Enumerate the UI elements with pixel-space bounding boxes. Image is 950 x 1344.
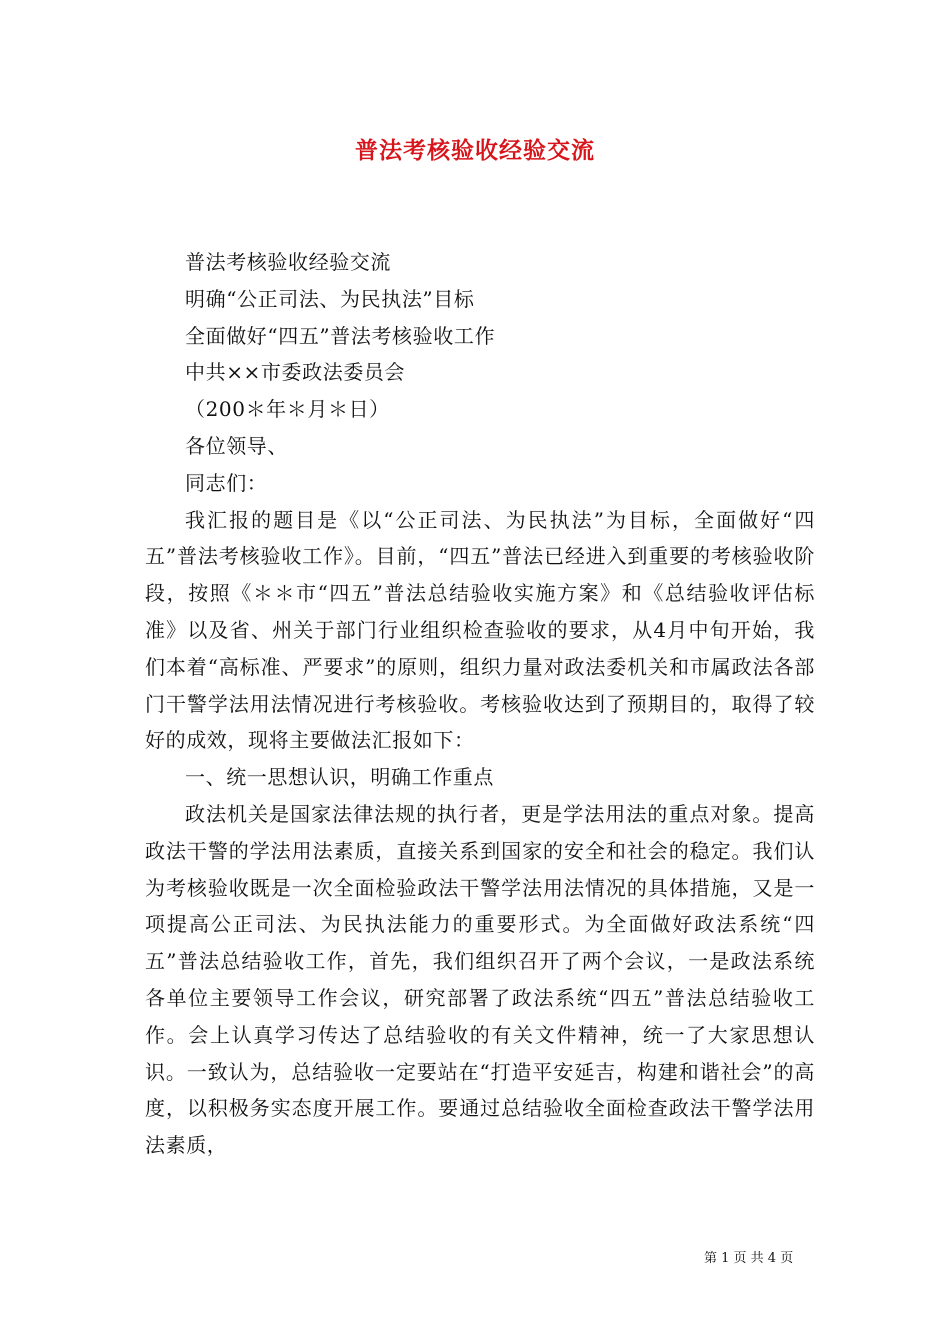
page-footer: 第 1 页 共 4 页: [704, 1251, 794, 1266]
header-line: 中共××市委政法委员会: [185, 360, 406, 385]
header-line: 普法考核验收经验交流: [185, 250, 391, 274]
header-line: 同志们：: [185, 470, 268, 495]
header-line: （200＊年＊月＊日）: [185, 397, 390, 422]
body-paragraph: 政法机关是国家法律法规的执行者，更是学法用法的重点对象。提高政法干警的学法用法素质，直接关系到国家的安全和社会的稳定。我们认为考核验收既是一次全面检验政法干警学法用法情况的具体措施，又是一项提高公正司法、为民执法能力的重要形式。为全面做好政法系统“四五”普法总结验收工作，首先，我们组织召开了两个会议，一是政法系统各单位主要领导工作会议，研究部署了政法系统“四五”普法总结验收工作。会上认真学习传达了总结验收的有关文件精神，统一了大家思想认识。一致认为，总结验收一定要站在“打造平安延吉，构建和谐社会”的高度，以积极务实态度开展工作。要通过总结验收全面检查政法干警学法用法素质，: [145, 801, 815, 1158]
section-heading: 一、统一思想认识，明确工作重点: [185, 765, 494, 790]
header-line: 全面做好“四五”普法考核验收工作: [185, 323, 496, 348]
body-paragraph: 我汇报的题目是《以“公正司法、为民执法”为目标，全面做好“四五”普法考核验收工作》。目前，“四五”普法已经进入到重要的考核验收阶段，按照《＊＊市“四五”普法总结验收实施方案》和《总结验收评估标准》以及省、州关于部门行业组织检查验收的要求，从4月中旬开始，我们本着“高标准、严要求”的原则，组织力量对政法委机关和市属政法各部门干警学法用法情况进行考核验收。考核验收达到了预期目的，取得了较好的成效，现将主要做法汇报如下：: [145, 507, 815, 753]
document-body: [145, 244, 815, 1164]
document-title: 普法考核验收经验交流: [355, 137, 595, 164]
header-line: 明确“公正司法、为民执法”目标: [185, 286, 475, 311]
header-line: 各位领导、: [185, 433, 288, 458]
